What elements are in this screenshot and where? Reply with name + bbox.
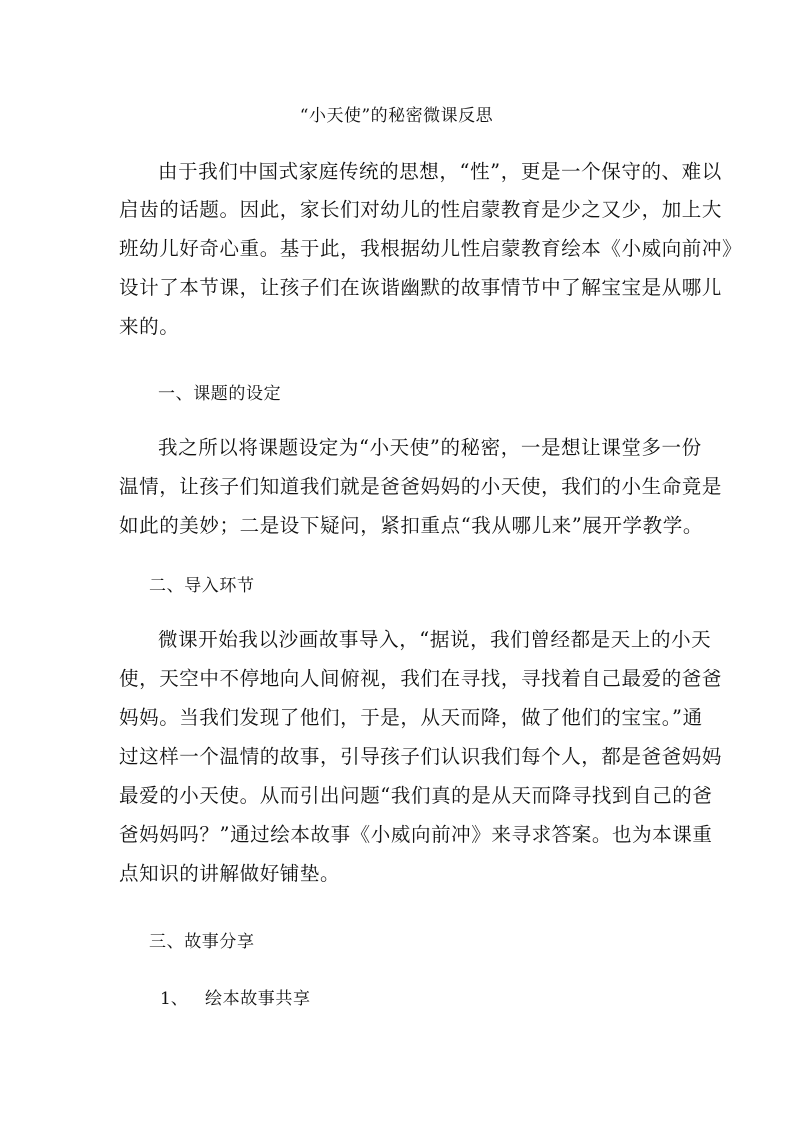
paragraph-1-line-2: 启齿的话题。因此，家长们对幼儿的性启蒙教育是少之又少，加上大 (119, 198, 723, 221)
paragraph-1-line-1: 由于我们中国式家庭传统的思想，“性”，更是一个保守的、难以 (158, 160, 722, 183)
paragraph-3-line-6: 爸妈妈吗？”通过绘本故事《小威向前冲》来寻求答案。也为本课重 (119, 823, 713, 846)
paragraph-3-line-2: 使，天空中不停地向人间俯视，我们在寻找，寻找着自己最爱的爸爸 (119, 667, 723, 690)
paragraph-3-line-4: 过这样一个温情的故事，引导孩子们认识我们每个人，都是爸爸妈妈 (119, 745, 723, 768)
paragraph-2-line-3: 如此的美妙；二是设下疑问，紧扣重点“我从哪儿来”展开学教学。 (119, 514, 703, 537)
subheading-text: 绘本故事共享 (205, 989, 311, 1009)
subheading-number: 1、 (160, 989, 188, 1009)
paragraph-3-line-7: 点知识的讲解做好铺垫。 (119, 862, 341, 885)
paragraph-3-line-5: 最爱的小天使。从而引出问题“我们真的是从天而降寻找到自己的爸 (119, 784, 713, 807)
section-heading-3: 三、故事分享 (149, 932, 255, 952)
paragraph-1-line-3: 班幼儿好奇心重。基于此，我根据幼儿性启蒙教育绘本《小威向前冲》 (119, 237, 743, 260)
section-heading-2: 二、导入环节 (149, 576, 255, 596)
paragraph-3-line-3: 妈妈。当我们发现了他们，于是，从天而降，做了他们的宝宝。”通 (119, 706, 703, 729)
paragraph-2-line-1: 我之所以将课题设定为“小天使”的秘密，一是想让课堂多一份 (158, 436, 702, 459)
section-heading-1: 一、课题的设定 (158, 384, 282, 404)
paragraph-3-line-1: 微课开始我以沙画故事导入，“据说，我们曾经都是天上的小天 (158, 628, 712, 651)
document-title: “小天使”的秘密微课反思 (299, 106, 494, 126)
paragraph-1-line-4: 设计了本节课，让孩子们在诙谐幽默的故事情节中了解宝宝是从哪儿 (119, 276, 723, 299)
paragraph-2-line-2: 温情，让孩子们知道我们就是爸爸妈妈的小天使，我们的小生命竟是 (119, 475, 723, 498)
paragraph-1-line-5: 来的。 (119, 315, 180, 338)
